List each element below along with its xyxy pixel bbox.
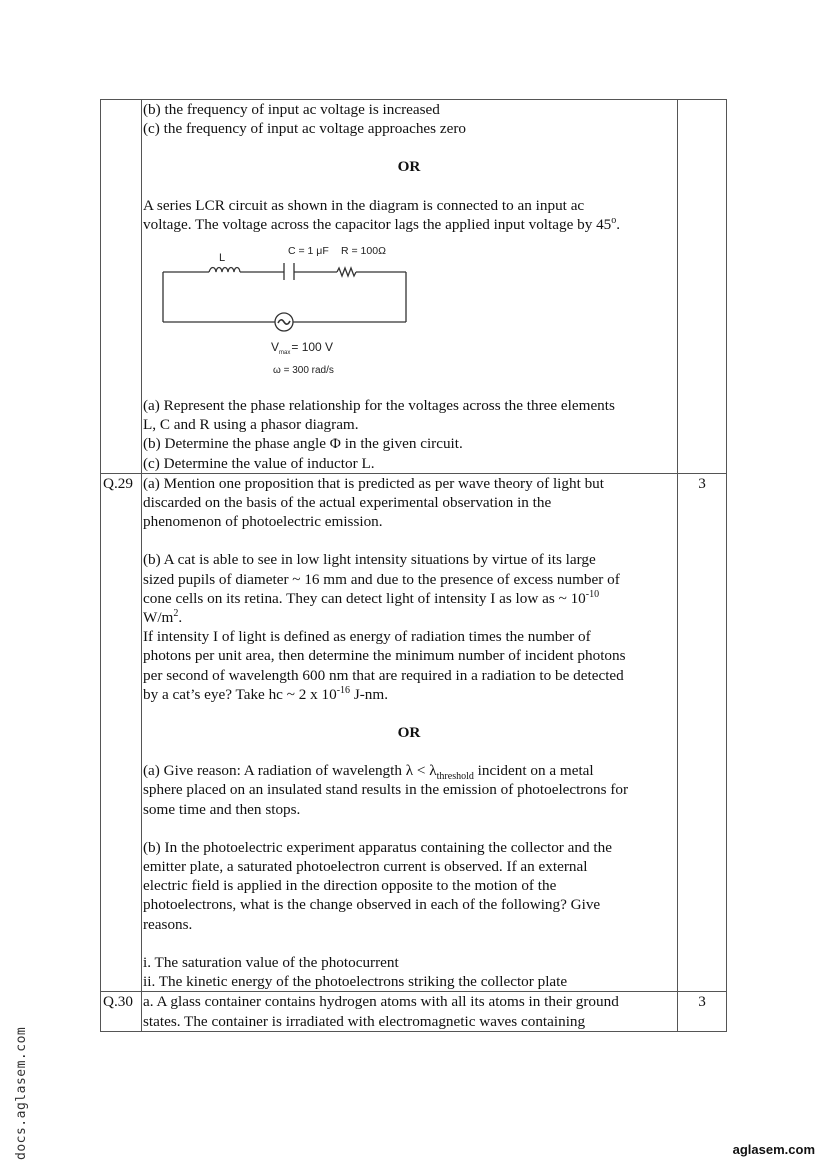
text-line: (c) the frequency of input ac voltage approaches zero [143,120,466,138]
text-line: (a) Give reason: A radiation of wavelength $\lambda < \lambda_{threshold}$ incident on a metal [143,762,594,783]
text-line: electric field is applied in the direction opposite to the motion of the [143,877,557,895]
text-line: (b) Determine the phase angle Φ in the given circuit. [143,435,463,453]
svg-text:L: L [219,252,226,265]
list-item: ii. The kinetic energy of the photoelectrons striking the collector plate [143,973,568,991]
svg-text:C = 1 μF: C = 1 μF [288,245,329,258]
question-number [101,100,142,474]
text-line: (b) A cat is able to see in low light intensity situations by virtue of its large [143,551,596,569]
marks-cell: 3 [678,992,727,1031]
question-number: Q.29 [101,473,142,991]
text-line: (b) the frequency of input ac voltage is increased [143,101,440,118]
text-line: L, C and R using a phasor diagram. [143,416,359,434]
text-line: voltage. The voltage across the capacitor lags the applied input voltage by 45$^o$. [143,214,621,233]
text-line: emitter plate, a saturated photoelectron current is observed. If an external [143,858,588,876]
text-line: phenomenon of photoelectric emission. [143,513,383,531]
text-line: (a) Represent the phase relationship for the voltages across the three elements [143,397,615,415]
lcr-circuit-diagram [151,238,431,378]
text-line: per second of wavelength 600 nm that are required in a radiation to be detected [143,666,624,684]
text-line: If intensity I of light is defined as energy of radiation times the number of [143,628,591,646]
text-line: (a) Mention one proposition that is predicted as per wave theory of light but [143,474,604,492]
text-line: reasons. [143,915,193,933]
watermark-footer: aglasem.com [732,1142,815,1157]
text-line: sphere placed on an insulated stand results in the emission of photoelectrons for [143,781,629,799]
text-line: photons per unit area, then determine the minimum number of incident photons [143,647,626,665]
marks-cell: 3 [678,473,727,991]
or-separator: OR [397,724,421,742]
svg-text:ω = 300 rad/s: ω = 300 rad/s [273,365,334,377]
text-line: by a cat’s eye? Take hc ~ 2 x $10^{-16}$ J-nm. [143,684,389,703]
question-number: Q.30 [101,992,142,1031]
text-line: (c) Determine the value of inductor L. [143,454,375,472]
text-line: photoelectrons, what is the change observed in each of the following? Give [143,896,601,914]
text-line: states. The container is irradiated with electromagnetic waves containing [143,1012,586,1030]
svg-text:Vmax= 100 V: $V_{max}= 100$ V [271,340,334,357]
text-line: a. A glass container contains hydrogen atoms with all its atoms in their ground [143,993,619,1011]
svg-text:R = 100Ω: R = 100Ω [341,245,386,258]
watermark-side: docs.aglasem.com [14,1026,29,1160]
list-item: i. The saturation value of the photocurrent [143,953,399,971]
text-line: cone cells on its retina. They can detect light of intensity I as low as ~ $10^{-10}$ [143,588,600,607]
question-table [100,99,727,1032]
question-content [142,992,678,1031]
table-row-q30 [101,992,727,1031]
text-line: A series LCR circuit as shown in the diagram is connected to an input ac [143,196,585,214]
question-content [142,473,678,991]
text-line: some time and then stops. [143,800,301,818]
table-row-q29 [101,473,727,991]
text-line: (b) In the photoelectric experiment apparatus containing the collector and the [143,838,612,856]
text-line: sized pupils of diameter ~ 16 mm and due to the presence of excess number of [143,570,620,588]
text-line: $W/m^2$. [143,607,183,627]
table-row-q28-continued [101,100,727,474]
or-separator: OR [397,158,421,176]
marks-cell [678,100,727,474]
question-content [142,100,678,474]
text-line: discarded on the basis of the actual experimental observation in the [143,494,552,512]
